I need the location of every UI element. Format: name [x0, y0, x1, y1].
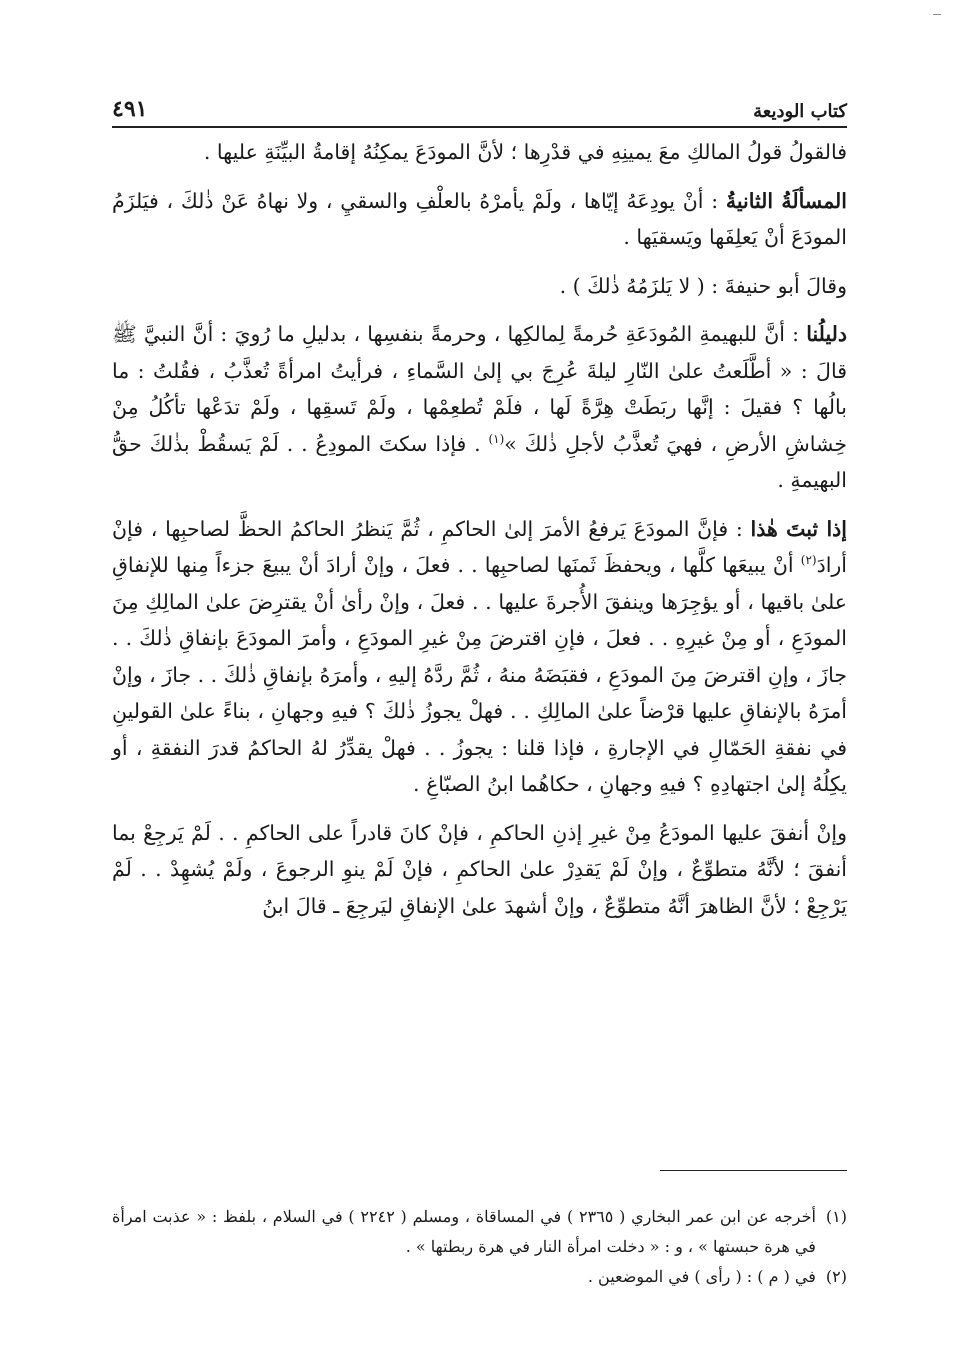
paragraph-text: : فإنَّ المودَعَ يَرفعُ الأمرَ إلىٰ الحاكمِ ، ثُمَّ يَنظرُ الحاكمُ الحظَّ لصاحبِها ، فإنْ أرادَ — [112, 516, 847, 577]
corner-mark — [933, 14, 941, 15]
footnote-divider — [660, 1170, 847, 1171]
main-text — [112, 134, 847, 936]
footnote — [112, 1202, 847, 1262]
paragraph-text: فالقولُ قولُ المالكِ معَ يمينِهِ في قدْرِها ؛ لأنَّ المودَعَ يمكِنُهُ إقامةُ البيِّنَةِ عليها . — [203, 140, 847, 164]
paragraph — [112, 268, 847, 305]
paragraph-text-cont: أنْ يبيعَها كلَّها ، ويحفظَ ثَمنَها لصاحبِها . . فعلَ ، وإنْ أرادَ أنْ يبيعَ جزءاً مِنها للإنفاقِ علىٰ باقيها ، أو يؤجِرَها وينفقَ الأُجرةَ عليها . . فعلَ ، وإنْ رأىٰ أنْ يقترِضَ علىٰ المالِكِ مِنَ المودَعِ ، أو مِنْ غيرِهِ . . فعلَ ، فإنِ اقترضَ مِنْ غيرِ المودَعِ ، وأمرَ المودَعَ بإنفاقِ ذٰلكَ . . جازَ ، وإنِ اقترضَ مِنَ المودَعِ ، فقبَضَهُ منهُ ، ثُمَّ ردَّهُ إليهِ ، وأمرَهُ بإنفاقِ ذٰلكَ . . جازَ ، وإنْ أمرَهُ بالإنفاقِ عليها قرْضاً علىٰ المالِكِ . . فهلْ يجوزُ ذٰلكَ ؟ فيهِ وجهانِ ، بناءً علىٰ القولينِ في نفقةِ الحَمّالِ في الإجارةِ ، فإذا قلنا : يجوزُ . . فهلْ يقدِّرُ لهُ الحاكمُ قدرَ النفقةِ ، أو يكِلُهُ إلىٰ اجتهادِهِ ؟ فيهِ وجهانِ ، حكاهُما ابنُ الصبّاغِ . — [112, 553, 847, 796]
paragraph-heading: دليلُنا — [806, 322, 847, 346]
paragraph-heading: إذا ثبتَ هٰذا — [750, 516, 847, 541]
paragraph — [112, 134, 847, 171]
footnote-text: أخرجه عن ابن عمر البخاري ( ٢٣٦٥ ) في المساقاة ، ومسلم ( ٢٢٤٢ ) في السلام ، بلفظ : « عذبت امرأة في هرة حبستها » ، و : « دخلت امرأة النار في هرة ربطتها » . — [112, 1207, 816, 1256]
footnote-number: (١) — [825, 1207, 847, 1226]
page-header — [112, 82, 847, 128]
paragraph-text: : أنْ يودِعَهُ إيّاها ، ولَمْ يأمرْهُ بالعلْفِ والسقيِ ، ولا نهاهُ عَنْ ذٰلكَ ، فيَلزَمُ المودَعَ أنْ يَعلِفَها ويَسقيَها . — [112, 188, 847, 249]
footnote-ref: (٢) — [800, 553, 817, 568]
footnotes — [112, 1202, 847, 1292]
paragraph — [112, 815, 847, 925]
paragraph-text: وقالَ أبو حنيفةَ : ( لا يَلزَمُهُ ذٰلكَ ) . — [559, 273, 847, 298]
footnote-ref: (١) — [488, 431, 505, 446]
paragraph-text: : أنَّ للبهيمةِ المُودَعَةِ حُرمةً لِمالكِها ، وحرمةً بنفسِها ، بدليلِ ما رُويَ : أنَّ النبيَّ ﷺ قالَ : « أطَّلَعتُ علىٰ النّارِ ليلةَ عُرِجَ بي إلىٰ السَّماءِ ، فرأيتُ امرأةً تُعذَّبُ ، فقُلتُ : ما بالُها ؟ فقيلَ : إنَّها ربَطَتْ هِرَّةً لَها ، فلَمْ تُطعِمْها ، ولَمْ تَسقِها ، ولَمْ تدَعْها تأكُلُ مِنْ خِشاشِ الأرضِ ، فهيَ تُعذَّبُ لأجلِ ذٰلكَ » — [112, 322, 847, 456]
paragraph — [112, 511, 847, 803]
paragraph-text-cont: . فإذا سكتَ المودِعُ . . لَمْ يَسقُطْ بذٰلكَ حقُّ البهيمةِ . — [112, 431, 847, 492]
footnote-text: في ( م ) : ( رأى ) في الموضعين . — [587, 1267, 816, 1286]
page-number: ٤٩١ — [112, 96, 148, 122]
paragraph-heading: المسألَةُ الثانيةُ — [725, 188, 847, 213]
footnote-number: (٢) — [825, 1267, 847, 1286]
paragraph-text: وإنْ أنفقَ عليها المودَعُ مِنْ غيرِ إذنِ الحاكمِ ، فإنْ كانَ قادراً على الحاكمِ . . لَمْ يَرجِعْ بما أنفقَ ؛ لأنَّهُ متطوِّعٌ ، وإنْ لَمْ يَقدِرْ علىٰ الحاكمِ ، فإنْ لَمْ ينوِ الرجوعَ ، ولَمْ يُشهِدْ . . لَمْ يَرْجِعْ ؛ لأنَّ الظاهرَ أنَّهُ متطوِّعٌ ، وإنْ أشهدَ علىٰ الإنفاقِ ليَرجِعَ ـ قالَ ابنُ — [112, 820, 847, 918]
running-title: كتاب الوديعة — [753, 101, 847, 122]
paragraph — [112, 183, 847, 256]
footnote — [112, 1262, 847, 1292]
paragraph — [112, 316, 847, 499]
